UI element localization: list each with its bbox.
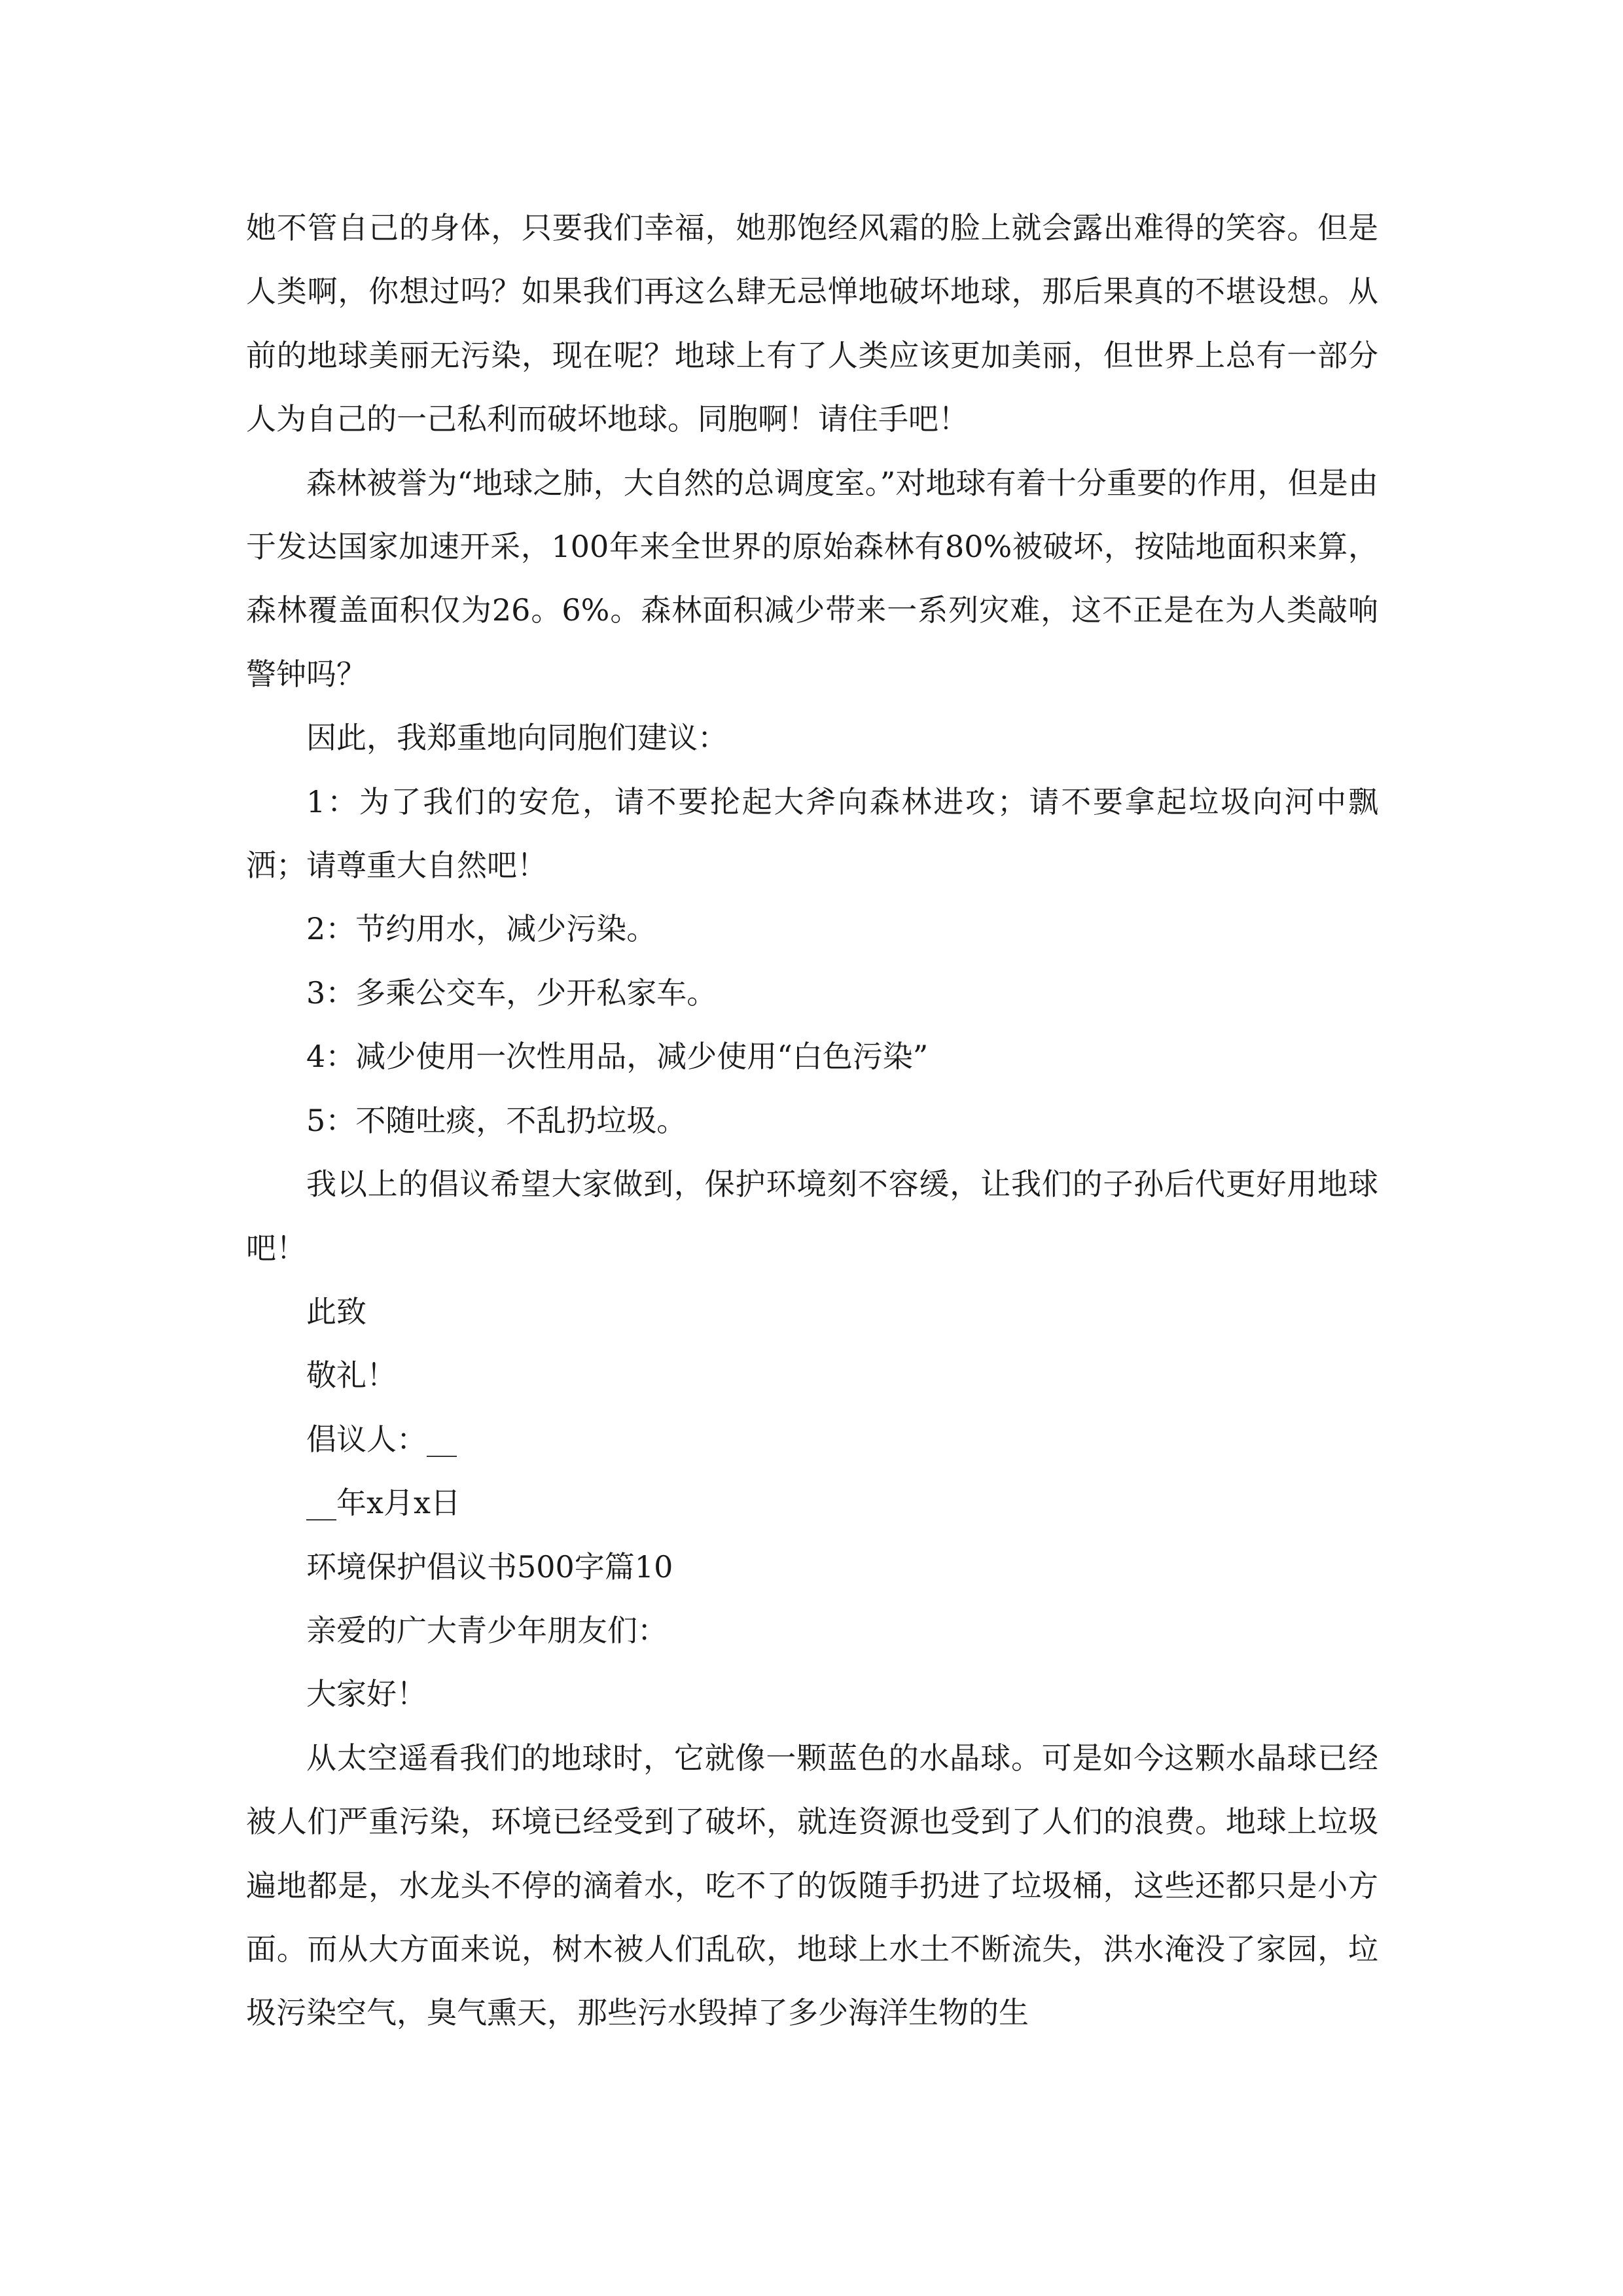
proposal-item-5: 5：不随吐痰，不乱扔垃圾。 — [306, 1102, 687, 1138]
document-body — [246, 196, 1378, 2045]
letter-hello: 大家好！ — [306, 1676, 427, 1712]
signature-date: __年x月x日 — [306, 1485, 461, 1521]
proposal-item-1: 1：为了我们的安危，请不要抡起大斧向森林进攻；请不要拿起垃圾向河中飘洒；请尊重大自然吧！ — [246, 783, 1378, 884]
signature-proposer: 倡议人：__ — [306, 1421, 457, 1457]
paragraph-conclusion: 我以上的倡议希望大家做到，保护环境刻不容缓，让我们的子孙后代更好用地球吧！ — [246, 1166, 1378, 1266]
proposal-item-4: 4：减少使用一次性用品，减少使用“白色污染” — [306, 1039, 929, 1075]
proposal-item-2: 2：节约用水，减少污染。 — [306, 911, 657, 947]
paragraph-earth-mother: 她不管自己的身体，只要我们幸福，她那饱经风霜的脸上就会露出难得的笑容。但是人类啊，你想过吗？如果我们再这么肆无忌惮地破坏地球，那后果真的不堪设想。从前的地球美丽无污染，现在呢？地球上有了人类应该更加美丽，但世界上总有一部分人为自己的一己私利而破坏地球。同胞啊！请住手吧！ — [246, 210, 1378, 437]
paragraph-forest: 森林被誉为“地球之肺，大自然的总调度室。”对地球有着十分重要的作用，但是由于发达国家加速开采，100年来全世界的原始森林有80%被破坏，按陆地面积来算，森林覆盖面积仅为26。6%。森林面积减少带来一系列灾难，这不正是在为人类敲响警钟吗？ — [246, 465, 1378, 692]
section-title: 环境保护倡议书500字篇10 — [306, 1549, 673, 1585]
letter-greeting: 亲爱的广大青少年朋友们： — [306, 1612, 668, 1648]
paragraph-proposal-intro: 因此，我郑重地向同胞们建议： — [306, 720, 728, 756]
paragraph-crystal-ball: 从太空遥看我们的地球时，它就像一颗蓝色的水晶球。可是如今这颗水晶球已经被人们严重污染，环境已经受到了破坏，就连资源也受到了人们的浪费。地球上垃圾遍地都是，水龙头不停的滴着水，吃不了的饭随手扔进了垃圾桶，这些还都只是小方面。而从大方面来说，树木被人们乱砍，地球上水土不断流失，洪水淹没了家园，垃圾污染空气，臭气熏天，那些污水毁掉了多少海洋生物的生 — [246, 1740, 1378, 2031]
closing-salutation: 此致 — [306, 1293, 366, 1329]
proposal-item-3: 3：多乘公交车，少开私家车。 — [306, 975, 717, 1011]
closing-regards: 敬礼！ — [306, 1357, 397, 1393]
